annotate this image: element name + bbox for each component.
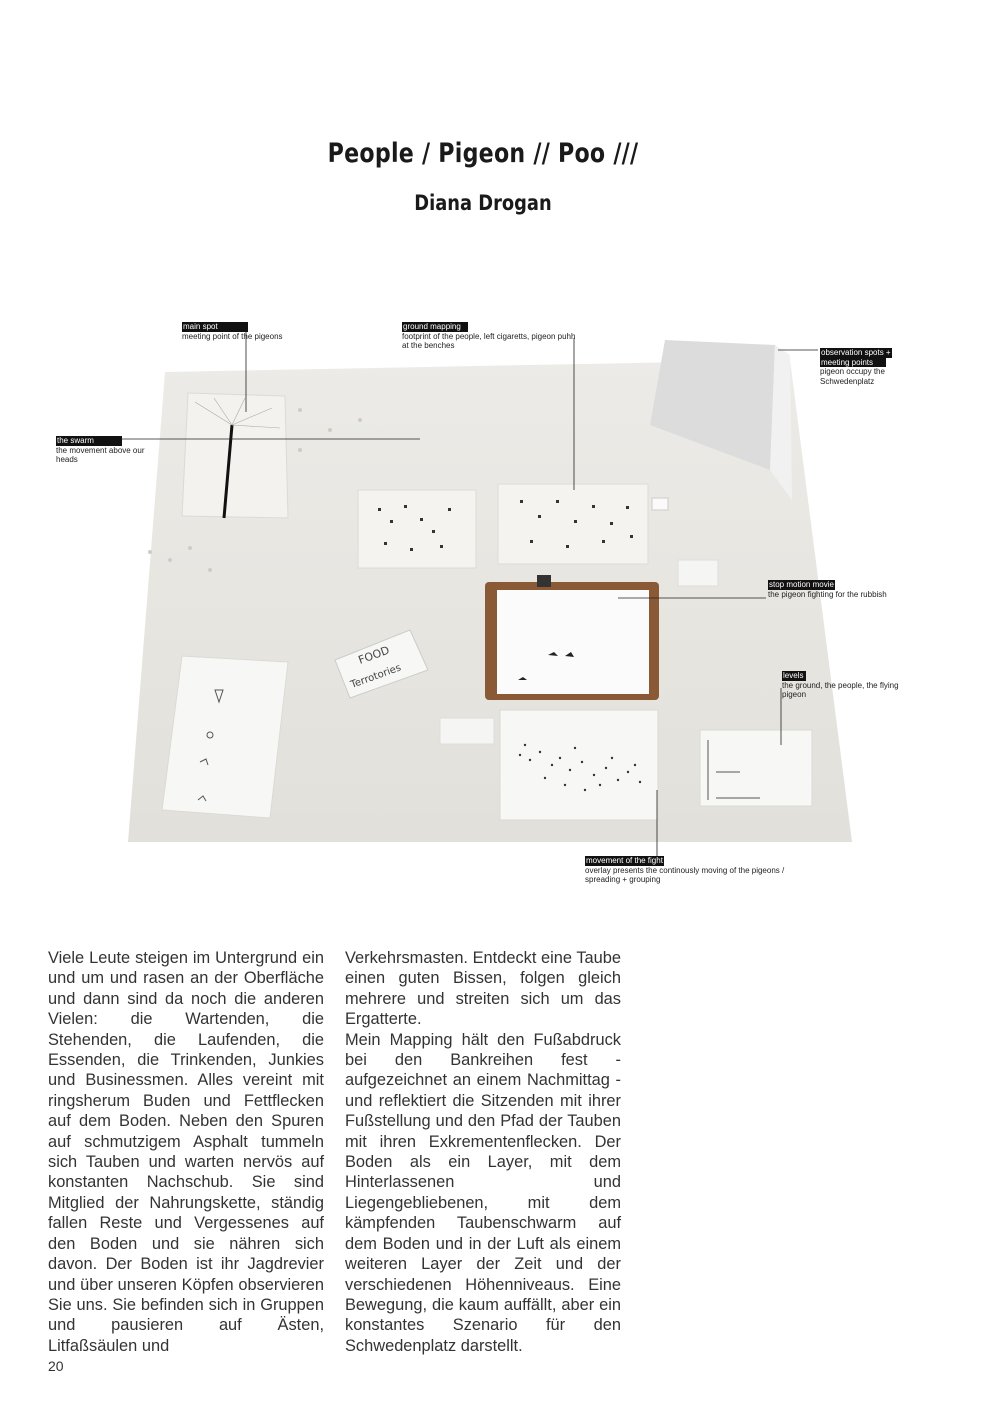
ground-mapping-sheet-1 [358,490,476,568]
annotation-stop-motion-text: the pigeon fighting for the rubbish [768,589,887,599]
annotation-swarm-text2: heads [56,455,78,464]
annotation-movement-head: movement of the fight [586,856,663,865]
annotation-movement-text1: overlay presents the continously moving of the pigeons / [585,865,785,875]
annotation-observation [820,348,892,386]
swarm-sheet [182,393,288,518]
annotation-main-spot-head: main spot [182,322,248,332]
body-paragraph-3: Mein Mapping hält den Fußabdruck bei den Bankreihen fest - aufgezeichnet an einem Nachmittag - und reflektiert die Sitzenden mit ihrer Fußstellung und den Pfad der Tauben mit ihren Exkrementenflecken. Der Boden als ein Layer, mit dem Hinterlassenen und Liegengebliebenen, mit dem kämpfenden Taubenschwarm auf dem Boden und in der Luft als einem weiteren Layer der Zeit und der verschiedenen Höhenniveaus. Eine Bewegung, die kaum auffällt, aber ein konstantes Szenario für den Schwedenplatz darstellt. [345,1030,621,1355]
card-text-line2: Terrotories [349,662,403,691]
annotation-levels-text1: the ground, the people, the flying [782,680,899,690]
body-paragraph-2: Verkehrsmasten. Entdeckt eine Taube einen guten Bissen, folgen gleich mehrere und streiten sich um das Ergatterte. [345,949,621,1029]
body-paragraph-1: Viele Leute steigen im Untergrund ein und um und rasen an der Oberfläche und dann sind da noch die anderen Vielen: die Wartenden, die Stehenden, die Laufenden, die Essenden, die Trinkenden, Junkies und Businessmen. Alles vereint mit ringsherum Buden und Fettflecken auf dem Boden. Neben den Spuren auf schmutzigem Asphalt tummeln sich Tauben und warten nervös auf konstanten Nachschub. Sie sind Mitglied der Nahrungskette, ständig fallen Reste und Vergessenes auf den Boden und sie nähren sich davon. Der Boden ist ihr Jagdrevier und über unseren Köpfen observieren Sie uns. Sie befinden sich in Gruppen und pausieren auf Ästen, Litfaßsäulen und [48,949,324,1355]
annotation-main-spot-text: meeting point of the pigeons [182,331,283,341]
author-name: Diana Drogan [414,191,552,215]
page-number: 20 [48,1358,64,1374]
annotation-observation-head2: meeting points [820,358,886,368]
card-text-line1: FOOD [356,643,392,667]
annotation-levels [782,671,899,700]
annotation-observation-head1: observation spots + [821,348,891,357]
ground-mapping-sheet-2 [498,484,648,564]
annotation-ground-mapping-text2: at the benches [402,341,455,350]
annotation-observation-text1: pigeon occupy the [820,367,885,376]
annotation-main-spot [182,322,283,341]
annotation-swarm-text1: the movement above our [56,445,145,455]
body-column-1 [48,948,324,1356]
annotation-swarm [56,436,145,465]
booklet [162,656,288,818]
page-title: People / Pigeon // Poo /// [327,138,639,169]
annotation-ground-mapping-head: ground mapping [402,322,468,332]
annotation-stop-motion [768,580,887,599]
annotation-levels-head: levels [782,671,806,681]
annotation-observation-text2: Schwedenplatz [820,376,875,386]
levels-sheet [700,730,812,806]
installation-photo [0,300,1000,900]
annotation-ground-mapping [402,322,575,351]
annotation-movement-text2: spreading + grouping [585,875,661,884]
annotation-levels-text2: pigeon [782,690,807,699]
body-column-2 [345,948,621,1356]
annotation-movement [585,856,784,885]
annotation-stop-motion-head: stop motion movie [769,580,834,589]
annotation-swarm-head: the swarm [56,436,122,446]
annotation-ground-mapping-text1: footprint of the people, left cigaretts, pigeon puhh [402,331,576,341]
